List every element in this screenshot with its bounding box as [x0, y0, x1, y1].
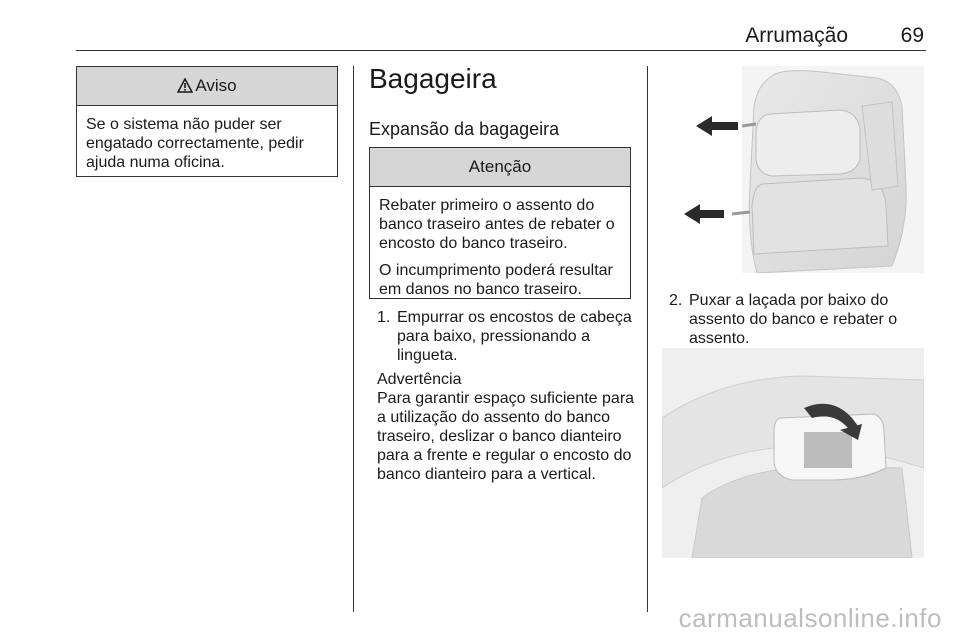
headrest-drawing — [662, 66, 924, 273]
section-subtitle: Expansão da bagageira — [369, 119, 560, 139]
step-1 — [377, 308, 635, 365]
warning-header — [77, 67, 337, 106]
step-2-number: 2. — [669, 292, 683, 309]
step-2-text: Puxar a laçada por baixo do assento do banco e rebater o assento. — [689, 292, 898, 347]
step-1-text: Empurrar os encostos de cabeça para baixo, pressionando a lingueta. — [397, 309, 632, 364]
warning-body — [77, 106, 337, 172]
caution-paragraph-2: O incumprimento poderá resultar em danos no banco traseiro. — [379, 262, 613, 298]
warning-text: Se o sistema não puder ser engatado correctamente, pedir ajuda numa oficina. — [86, 116, 304, 171]
caution-paragraph-1: Rebater primeiro o assento do banco traseiro antes de rebater o encosto do banco traseiro. — [379, 197, 615, 252]
seat-loop-drawing — [662, 348, 924, 558]
caution-body — [370, 187, 630, 299]
advisory-note — [377, 370, 639, 484]
section-title: Arrumação — [745, 24, 848, 47]
page-header — [76, 20, 926, 51]
advisory-title: Advertência — [377, 371, 462, 388]
caution-header: Atenção — [370, 148, 630, 187]
step-1-number: 1. — [377, 309, 391, 326]
warning-box — [76, 66, 338, 177]
column-divider-2 — [647, 66, 648, 612]
advisory-text: Para garantir espaço suficiente para a utilização do assento do banco traseiro, deslizar o banco dianteiro para a frente e regular o encosto do banco dianteiro para a vertical. — [377, 390, 635, 483]
caution-box — [369, 147, 631, 299]
warning-triangle-icon — [177, 69, 193, 107]
watermark: carmanualsonline.info — [678, 603, 942, 633]
page-number: 69 — [900, 24, 924, 47]
headrest-illustration — [662, 66, 924, 273]
warning-title: Aviso — [195, 76, 237, 95]
step-2 — [669, 291, 924, 348]
seat-loop-illustration — [662, 348, 924, 558]
column-divider-1 — [353, 66, 354, 612]
page-title: Bagageira — [369, 63, 497, 94]
